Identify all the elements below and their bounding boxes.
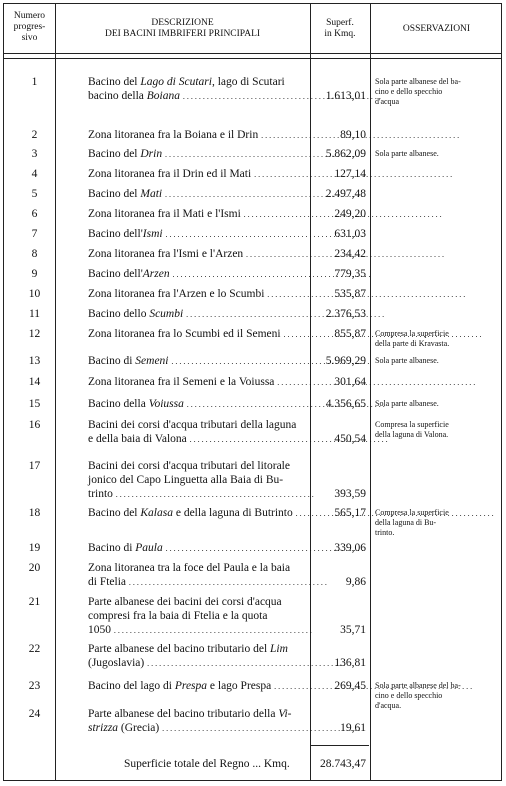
row-description <box>88 75 306 104</box>
header-num-line: progres- <box>13 22 46 32</box>
observation-line: cino e dello specchio <box>375 87 443 96</box>
row-number: 5 <box>31 188 38 200</box>
row-area-value: 19,61 <box>340 722 366 734</box>
observation-line: cino e dello specchio <box>375 691 443 700</box>
row-observation <box>375 329 497 349</box>
row-description <box>88 167 306 182</box>
observation-line: della laguna di Bu- <box>375 518 437 527</box>
description-line: Zona litoranea fra il Mati e l'Ismi . . . <box>88 207 306 222</box>
row-description <box>88 375 306 390</box>
description-line: Bacino di Paula . . . <box>88 541 306 556</box>
description-line: bacino della Boiana . . . <box>88 89 306 104</box>
row-area-value: 269,45 <box>334 680 366 692</box>
header-num <box>4 11 55 44</box>
description-line: Parte albanese dei bacini dei corsi d'acqua <box>88 596 282 608</box>
description-line: di Ftelia . . . <box>88 575 306 590</box>
row-area-value: 35,71 <box>340 624 366 636</box>
row-number: 24 <box>28 708 41 720</box>
row-area-value: 1.613,01 <box>325 90 366 102</box>
row-number: 3 <box>31 148 38 160</box>
row-number: 19 <box>28 542 41 554</box>
row-description <box>88 187 306 202</box>
row-observation <box>375 356 497 366</box>
header-superf-line: Superf. <box>326 18 354 28</box>
row-number: 12 <box>28 328 41 340</box>
row-description <box>88 354 306 369</box>
header-superf <box>310 18 370 40</box>
description-line: Bacino del Drin . . . <box>88 147 306 162</box>
header-divider <box>4 58 501 59</box>
row-description <box>88 327 306 342</box>
description-line: Parte albanese del bacino tributario della Vi- <box>88 708 292 720</box>
row-number: 17 <box>28 460 41 472</box>
row-description <box>88 459 306 502</box>
row-area-value: 339,06 <box>334 542 366 554</box>
row-observation <box>375 399 497 409</box>
row-number: 16 <box>28 419 41 431</box>
row-description <box>88 418 306 447</box>
description-line: Bacino del Mati . . . <box>88 187 306 202</box>
total-value: 28.743,47 <box>320 758 366 770</box>
row-description <box>88 595 306 638</box>
row-description <box>88 506 306 521</box>
row-number: 11 <box>28 308 41 320</box>
header-desc-line: DEI BACINI IMBRIFERI PRINCIPALI <box>104 29 261 39</box>
row-number: 21 <box>28 596 41 608</box>
row-area-value: 5.862,09 <box>325 148 366 160</box>
row-number: 23 <box>28 680 41 692</box>
description-line: Bacino del Kalasa e della laguna di Butrinto . . . <box>88 506 306 521</box>
observation-line: Sola parte albanese. <box>375 399 439 408</box>
observation-line: Sola parte albanese. <box>375 356 439 365</box>
row-area-value: 450,54 <box>334 433 366 445</box>
row-number: 22 <box>28 643 41 655</box>
row-number: 14 <box>28 376 41 388</box>
observation-line: Compresa la superficie <box>375 329 449 338</box>
row-area-value: 393,59 <box>334 488 366 500</box>
description-line: Bacino dello Scumbi . . . <box>88 307 306 322</box>
description-line: Bacino dell'Arzen . . . <box>88 267 306 282</box>
header-divider <box>4 53 501 54</box>
row-area-value: 9,86 <box>345 576 366 588</box>
description-line: Parte albanese del bacino tributario del Lim <box>88 643 288 655</box>
description-line: jonico del Capo Linguetta alla Baia di Bu- <box>88 474 284 486</box>
row-description <box>88 128 306 143</box>
observation-line: Sola parte albanese del ba- <box>375 681 461 690</box>
header-superf-line: in Kmq. <box>324 29 356 39</box>
description-line: Zona litoranea fra l'Arzen e lo Scumbi . . . <box>88 287 306 302</box>
row-description <box>88 227 306 242</box>
bacini-table <box>3 3 502 781</box>
description-line: strizza (Grecia) . . . <box>88 721 306 736</box>
column-divider <box>370 4 371 780</box>
row-description <box>88 561 306 590</box>
description-line: Zona litoranea fra il Drin ed il Mati . . . <box>88 167 306 182</box>
row-area-value: 249,20 <box>334 208 366 220</box>
header-obs: OSSERVAZIONI <box>402 24 471 34</box>
row-area-value: 136,81 <box>334 657 366 669</box>
description-line: (Jugoslavia) . . . <box>88 656 306 671</box>
row-number: 6 <box>31 208 38 220</box>
description-line: Zona litoranea fra lo Scumbi ed il Semeni . . . <box>88 327 306 342</box>
description-line: Bacino dell'Ismi . . . <box>88 227 306 242</box>
observation-line: della laguna di Valona. <box>375 430 449 439</box>
row-area-value: 779,35 <box>334 268 366 280</box>
description-line: Bacino del Lago di Scutari, lago di Scutari <box>88 76 285 88</box>
description-line: Bacino della Voiussa . . . <box>88 397 306 412</box>
description-line: Bacini dei corsi d'acqua tributari della laguna <box>88 419 297 431</box>
row-area-value: 4.356,65 <box>325 398 366 410</box>
row-area-value: 855,87 <box>334 328 366 340</box>
description-line: 1050 . . . <box>88 623 306 638</box>
row-observation <box>375 508 497 538</box>
row-description <box>88 679 306 694</box>
row-description <box>88 541 306 556</box>
row-description <box>88 267 306 282</box>
description-line: Zona litoranea fra l'Ismi e l'Arzen . . . <box>88 247 306 262</box>
header-desc-line: DESCRIZIONE <box>151 18 214 28</box>
row-observation <box>375 681 497 711</box>
header-desc <box>55 18 310 40</box>
description-line: Bacino di Semeni . . . <box>88 354 306 369</box>
row-area-value: 234,42 <box>334 248 366 260</box>
description-line: Bacino del lago di Prespa e lago Prespa . . . <box>88 679 306 694</box>
observation-line: Compresa la superficie <box>375 508 449 517</box>
header-num-line: Numero <box>13 11 46 21</box>
row-area-value: 5.969,29 <box>325 355 366 367</box>
row-area-value: 127,14 <box>334 168 366 180</box>
row-number: 13 <box>28 355 41 367</box>
description-line: Zona litoranea fra il Semeni e la Voiussa . . . <box>88 375 306 390</box>
row-number: 9 <box>31 268 38 280</box>
description-line: Bacini dei corsi d'acqua tributari del litorale <box>88 460 290 472</box>
row-area-value: 2.376,53 <box>325 308 366 320</box>
description-line: trinto . . . <box>88 487 306 502</box>
description-line: compresi fra la baia di Ftelia e la quota <box>88 610 268 622</box>
row-number: 1 <box>31 76 38 88</box>
row-description <box>88 147 306 162</box>
row-observation <box>375 149 497 159</box>
row-number: 10 <box>28 288 41 300</box>
observation-line: Sola parte albanese del ba- <box>375 77 461 86</box>
description-line: Zona litoranea fra la Boiana e il Drin . . . <box>88 128 306 143</box>
row-description <box>88 287 306 302</box>
row-area-value: 89,10 <box>340 129 366 141</box>
row-description <box>88 707 306 736</box>
observation-line: trinto. <box>375 528 395 537</box>
column-divider <box>55 4 56 780</box>
total-label: Superficie totale del Regno ... Kmq. <box>124 758 290 770</box>
description-line: Zona litoranea tra la foce del Paula e la baia <box>88 562 291 574</box>
row-number: 7 <box>31 228 38 240</box>
row-number: 8 <box>31 248 38 260</box>
row-number: 2 <box>31 129 38 141</box>
observation-line: Compresa la superficie <box>375 420 449 429</box>
row-area-value: 2.497,48 <box>325 188 366 200</box>
observation-line: della parte di Kravasta. <box>375 339 450 348</box>
description-line: e della baia di Valona . . . <box>88 432 306 447</box>
row-number: 18 <box>28 507 41 519</box>
row-number: 20 <box>28 562 41 574</box>
row-description <box>88 307 306 322</box>
row-observation <box>375 77 497 107</box>
observation-line: d'acqua <box>375 97 400 106</box>
row-area-value: 631,03 <box>334 228 366 240</box>
total-divider <box>310 745 369 746</box>
row-description <box>88 642 306 671</box>
row-number: 15 <box>28 398 41 410</box>
row-area-value: 535,87 <box>334 288 366 300</box>
row-description <box>88 247 306 262</box>
observation-line: Sola parte albanese. <box>375 149 439 158</box>
row-description <box>88 397 306 412</box>
observation-line: d'acqua. <box>375 701 402 710</box>
row-description <box>88 207 306 222</box>
row-number: 4 <box>31 168 38 180</box>
row-area-value: 565,17 <box>334 507 366 519</box>
header-num-line: sivo <box>21 33 38 43</box>
row-observation <box>375 420 497 440</box>
row-area-value: 301,64 <box>334 376 366 388</box>
